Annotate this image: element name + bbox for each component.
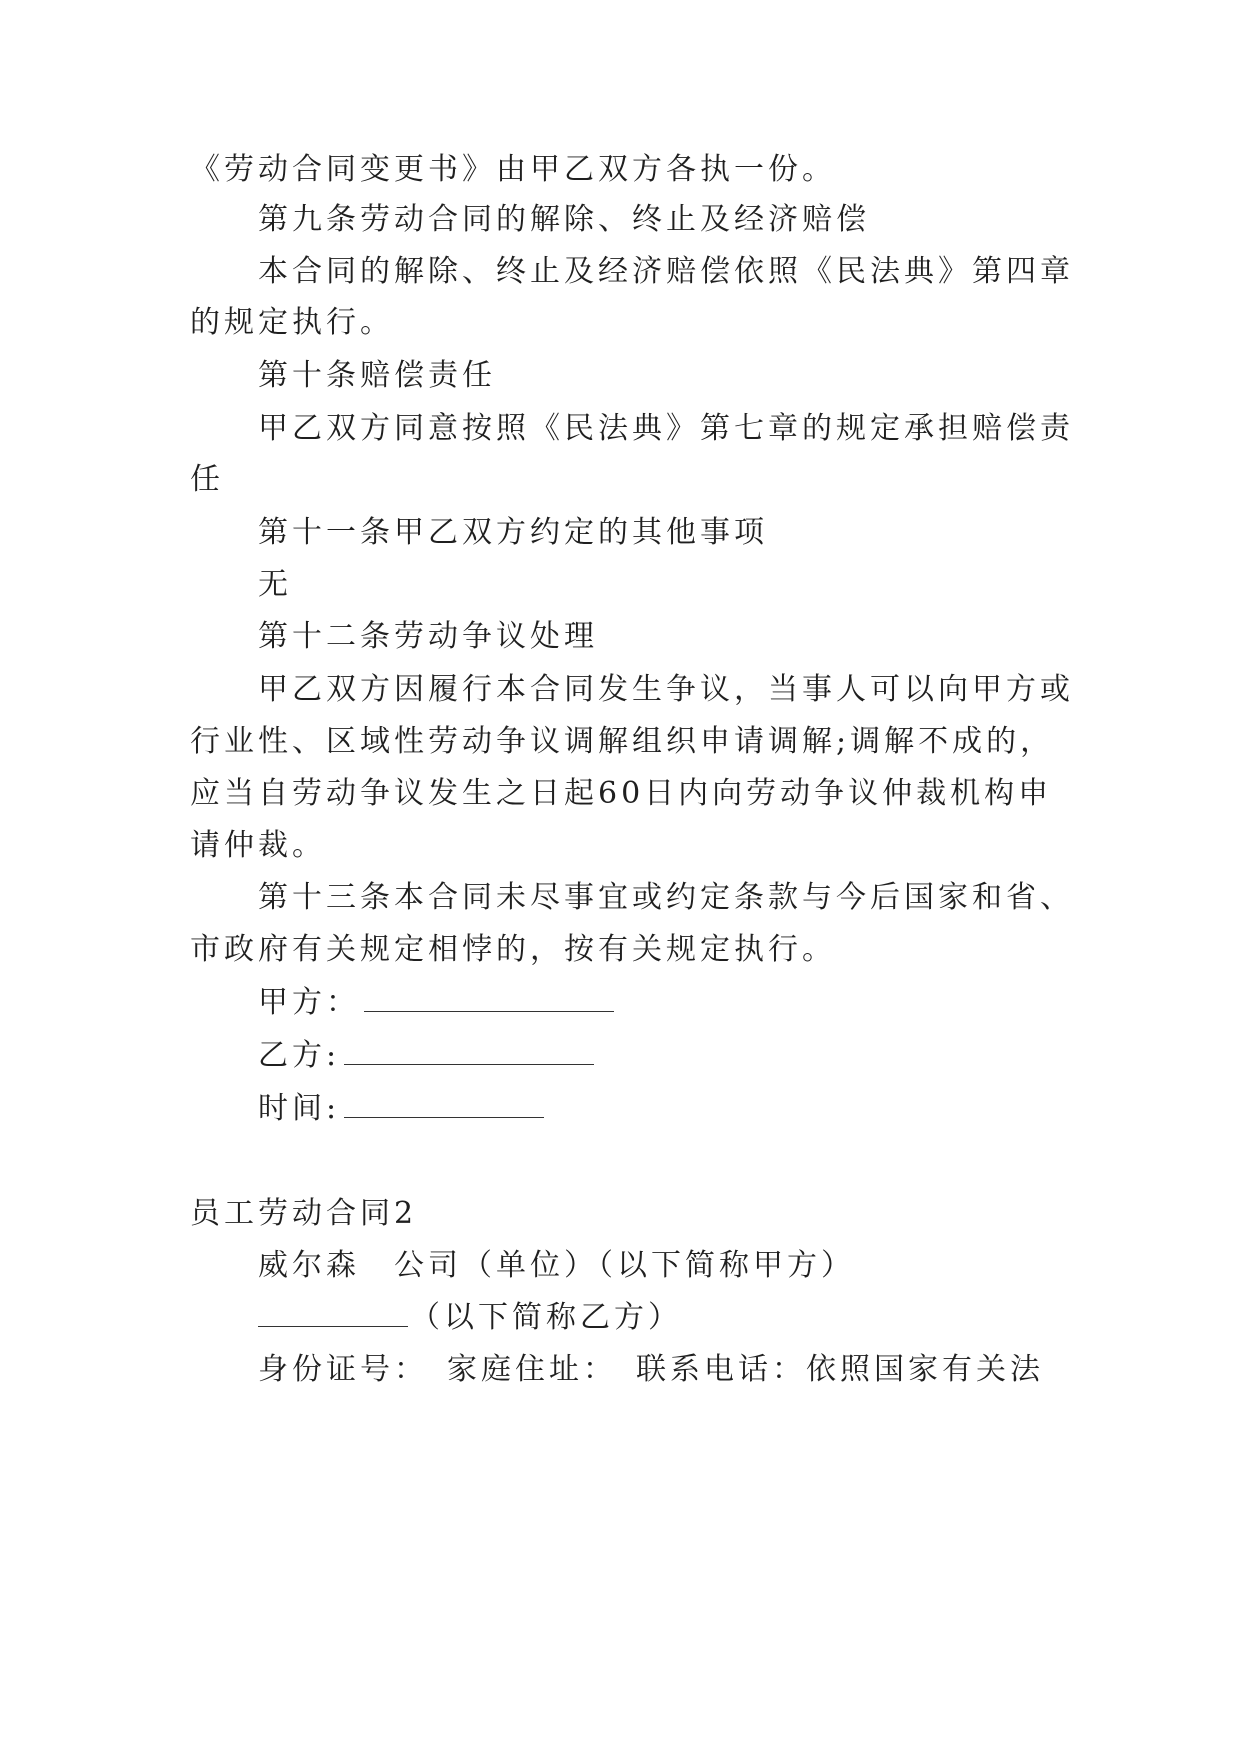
paragraph-line: 行业性、区域性劳动争议调解组织申请调解;调解不成的， bbox=[190, 724, 1055, 759]
signature-time-blank bbox=[344, 1116, 544, 1118]
contract-2-title: 员工劳动合同2 bbox=[190, 1196, 418, 1231]
article-10-heading: 第十条赔偿责任 bbox=[258, 358, 496, 393]
paragraph-line: 应当自劳动争议发生之日起60日内向劳动争议仲裁机构申 bbox=[190, 776, 1053, 811]
article-12-heading: 第十二条劳动争议处理 bbox=[258, 619, 598, 654]
signature-party-a bbox=[258, 983, 1138, 1023]
article-13-heading: 第十三条本合同未尽事宜或约定条款与今后国家和省、 bbox=[258, 880, 1074, 915]
signature-time-label: 时间: bbox=[258, 1091, 341, 1126]
signature-party-a-blank bbox=[364, 1010, 614, 1012]
contract-2-info-line: 身份证号： 家庭住址： 联系电话：依照国家有关法 bbox=[258, 1352, 1044, 1387]
signature-time bbox=[258, 1089, 1138, 1129]
contract-2-employee-line bbox=[258, 1298, 1138, 1338]
signature-party-b bbox=[258, 1036, 1138, 1076]
paragraph-line: 的规定执行。 bbox=[190, 305, 394, 340]
paragraph-line: 《劳动合同变更书》由甲乙双方各执一份。 bbox=[190, 152, 836, 187]
employee-name-blank bbox=[258, 1325, 408, 1327]
contract-2-company-line: 威尔森 公司（单位）（以下简称甲方） bbox=[258, 1248, 855, 1283]
paragraph-line: 本合同的解除、终止及经济赔偿依照《民法典》第四章 bbox=[258, 254, 1074, 289]
paragraph-line: 甲乙双方因履行本合同发生争议，当事人可以向甲方或 bbox=[258, 672, 1074, 707]
paragraph-line: 甲乙双方同意按照《民法典》第七章的规定承担赔偿责 bbox=[258, 411, 1074, 446]
paragraph-line: 市政府有关规定相悖的，按有关规定执行。 bbox=[190, 932, 836, 967]
paragraph-line: 无 bbox=[258, 567, 292, 602]
article-9-heading: 第九条劳动合同的解除、终止及经济赔偿 bbox=[258, 202, 870, 237]
employee-line-text: （以下简称乙方） bbox=[410, 1300, 682, 1335]
signature-party-b-blank bbox=[344, 1063, 594, 1065]
article-11-heading: 第十一条甲乙双方约定的其他事项 bbox=[258, 515, 768, 550]
signature-party-a-label: 甲方： bbox=[258, 985, 360, 1020]
paragraph-line: 请仲裁。 bbox=[190, 828, 326, 863]
paragraph-line: 任 bbox=[190, 462, 224, 497]
signature-party-b-label: 乙方: bbox=[258, 1038, 341, 1073]
